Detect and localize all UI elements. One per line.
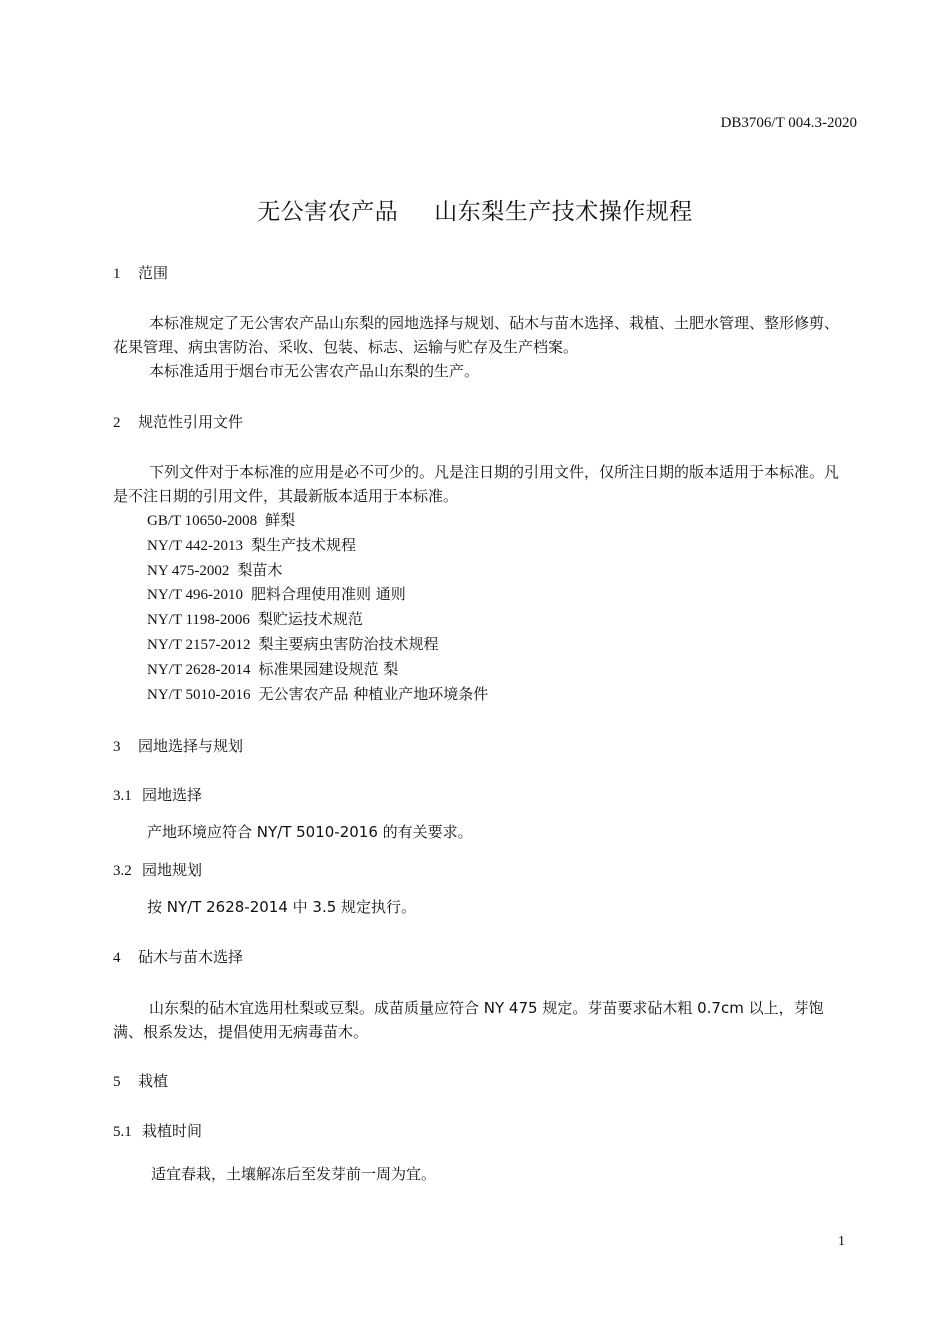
reference-item: NY 475-2002 梨苗木 <box>147 561 283 579</box>
reference-item: NY/T 496-2010 肥料合理使用准则 通则 <box>147 585 406 603</box>
subsection-3-1-text: 产地环境应符合 NY/T 5010-2016 的有关要求。 <box>147 823 473 841</box>
reference-item: GB/T 10650-2008 鲜梨 <box>147 511 296 529</box>
document-code: DB3706/T 004.3-2020 <box>720 115 857 131</box>
subsection-3-2-text: 按 NY/T 2628-2014 中 3.5 规定执行。 <box>147 898 417 916</box>
section-3-heading <box>113 735 243 756</box>
section-number: 3 <box>113 739 121 755</box>
section-title: 范围 <box>138 264 169 282</box>
page-title <box>0 193 950 226</box>
subsection-5-1-heading: 5.1 栽植时间 <box>113 1122 203 1140</box>
subsection-3-2-heading: 3.2 园地规划 <box>113 861 203 879</box>
title-part-1: 无公害农产品 <box>257 199 399 225</box>
section-5-heading <box>113 1070 168 1091</box>
section-title: 砧木与苗木选择 <box>138 948 244 966</box>
section-number: 2 <box>113 415 121 431</box>
section-number: 4 <box>113 950 121 966</box>
reference-item: NY/T 2628-2014 标准果园建设规范 梨 <box>147 660 399 678</box>
subsection-3-1-heading: 3.1 园地选择 <box>113 786 203 804</box>
section-number: 5 <box>113 1074 121 1090</box>
reference-item: NY/T 2157-2012 梨主要病虫害防治技术规程 <box>147 635 439 653</box>
section-title: 规范性引用文件 <box>138 413 244 431</box>
reference-item: NY/T 5010-2016 无公害农产品 种植业产地环境条件 <box>147 685 489 703</box>
title-part-2: 山东梨生产技术操作规程 <box>434 199 693 225</box>
section-number: 1 <box>113 266 121 282</box>
section-2-paragraph: 下列文件对于本标准的应用是必不可少的。凡是注日期的引用文件，仅所注日期的版本适用于本标准。凡是不注日期的引用文件，其最新版本适用于本标准。 <box>113 463 840 505</box>
page-number: 1 <box>838 1234 845 1249</box>
reference-item: NY/T 1198-2006 梨贮运技术规范 <box>147 610 363 628</box>
section-1-heading <box>113 262 168 283</box>
section-4-heading <box>113 946 243 967</box>
section-1-paragraph-2: 本标准适用于烟台市无公害农产品山东梨的生产。 <box>149 362 480 380</box>
section-4-paragraph: 山东梨的砧木宜选用杜梨或豆梨。成苗质量应符合 NY 475 规定。芽苗要求砧木粗 0.7cm 以上，芽饱满、根系发达，提倡使用无病毒苗木。 <box>113 999 824 1041</box>
subsection-5-1-text: 适宜春栽，土壤解冻后至发芽前一周为宜。 <box>151 1165 437 1183</box>
section-title: 栽植 <box>138 1072 169 1090</box>
section-title: 园地选择与规划 <box>138 737 244 755</box>
section-1-paragraph-1: 本标准规定了无公害农产品山东梨的园地选择与规划、砧木与苗木选择、栽植、土肥水管理、整形修剪、花果管理、病虫害防治、采收、包装、标志、运输与贮存及生产档案。 <box>113 314 840 356</box>
section-2-heading <box>113 411 243 432</box>
reference-item: NY/T 442-2013 梨生产技术规程 <box>147 536 356 554</box>
